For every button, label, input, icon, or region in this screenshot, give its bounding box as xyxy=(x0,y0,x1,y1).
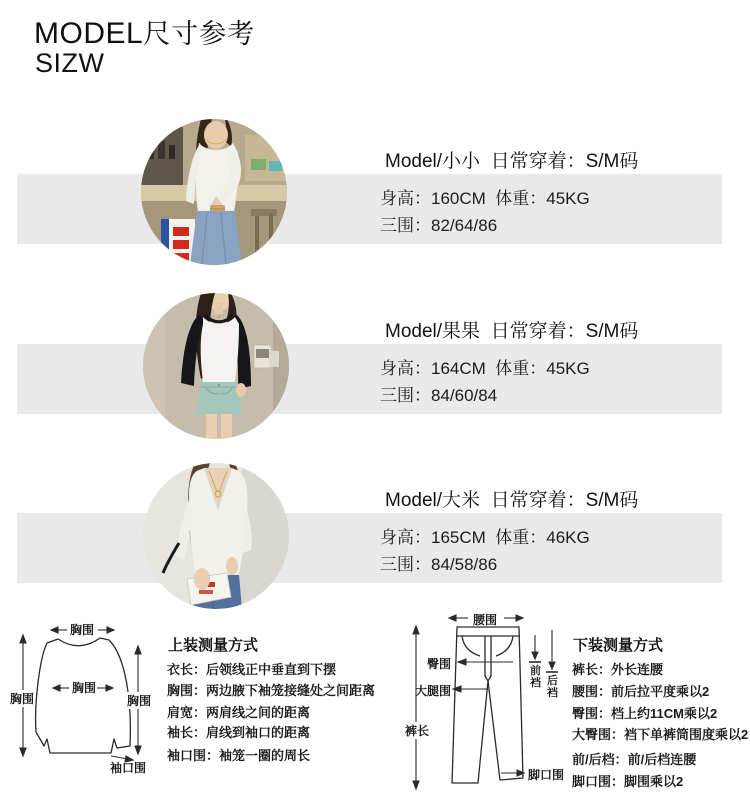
model-3-photo xyxy=(143,463,289,609)
pants-label-thigh: 大腿围 xyxy=(415,684,452,698)
bottom-guide-line-4: 大臀围：裆下单裤筒围度乘以2 xyxy=(572,727,749,742)
top-guide-line-3: 肩宽：两肩线之间的距离 xyxy=(167,705,311,720)
top-guide-line-1: 衣长：后领线正中垂直到下摆 xyxy=(167,662,337,677)
top-guide-line-4: 袖长：肩线到袖口的距离 xyxy=(167,725,311,740)
model-3-band xyxy=(17,513,722,583)
pants-label-length: 裤长 xyxy=(405,724,430,738)
shirt-label-inner-bust: 胸围 xyxy=(72,681,97,695)
page-title-en: MODEL xyxy=(34,17,144,50)
model-3-sizes: 三围：84/58/86 xyxy=(380,555,498,574)
pants-label-back-rise: 后裆 xyxy=(547,675,558,699)
page-title-cn: 尺寸参考 xyxy=(143,19,256,49)
model-1-sizes: 三围：82/64/86 xyxy=(380,216,498,235)
pants-label-waist: 腰围 xyxy=(473,613,498,627)
shirt-label-left-bust: 胸围 xyxy=(10,692,35,706)
page-title xyxy=(34,12,255,51)
model-1-band xyxy=(17,174,722,244)
pants-label-front-rise: 前裆 xyxy=(530,665,541,689)
shirt-label-right-bust: 胸围 xyxy=(127,694,152,708)
model-3-stats: 身高：165CM 体重：46KG xyxy=(380,528,590,547)
model-1-stats: 身高：160CM 体重：45KG xyxy=(380,189,590,208)
model-2-photo xyxy=(143,293,289,439)
studio-scene-illustration xyxy=(143,463,289,609)
bottom-guide-line-3: 臀围：档上约11CM乘以2 xyxy=(572,706,718,721)
wall-scene-illustration xyxy=(143,293,289,439)
bottom-guide-line-5: 前/后档：前/后档连腰 xyxy=(572,752,697,767)
model-2-title: Model/果果 日常穿着：S/M码 xyxy=(385,321,639,342)
model-1-photo xyxy=(141,119,287,265)
top-guide-title: 上装测量方式 xyxy=(168,637,259,654)
top-guide-line-2: 胸围：两边腋下袖笼接缝处之间距离 xyxy=(167,683,376,698)
model-3-title: Model/大米 日常穿着：S/M码 xyxy=(385,490,639,511)
bottom-guide-title: 下装测量方式 xyxy=(573,637,664,654)
top-guide-line-5: 袖口围：袖笼一圈的周长 xyxy=(167,748,311,763)
bottom-guide-line-2: 腰围：前后拉平度乘以2 xyxy=(572,684,710,699)
page-subtitle: SIZW xyxy=(35,48,105,78)
pants-label-hip: 臀围 xyxy=(427,657,452,671)
bottom-guide-line-1: 裤长：外长连腰 xyxy=(572,662,664,677)
shirt-label-cuff: 袖口围 xyxy=(110,761,147,775)
model-2-sizes: 三围：84/60/84 xyxy=(380,386,498,405)
pants-label-hem: 脚口围 xyxy=(528,768,565,782)
bottom-guide-line-6: 脚口围：脚围乘以2 xyxy=(572,774,684,789)
model-1-title: Model/小小 日常穿着：S/M码 xyxy=(385,151,639,172)
model-2-stats: 身高：164CM 体重：45KG xyxy=(380,359,590,378)
model-2-band xyxy=(17,344,722,414)
cafe-scene-illustration xyxy=(141,119,287,265)
shirt-label-top-bust: 胸围 xyxy=(70,623,95,637)
